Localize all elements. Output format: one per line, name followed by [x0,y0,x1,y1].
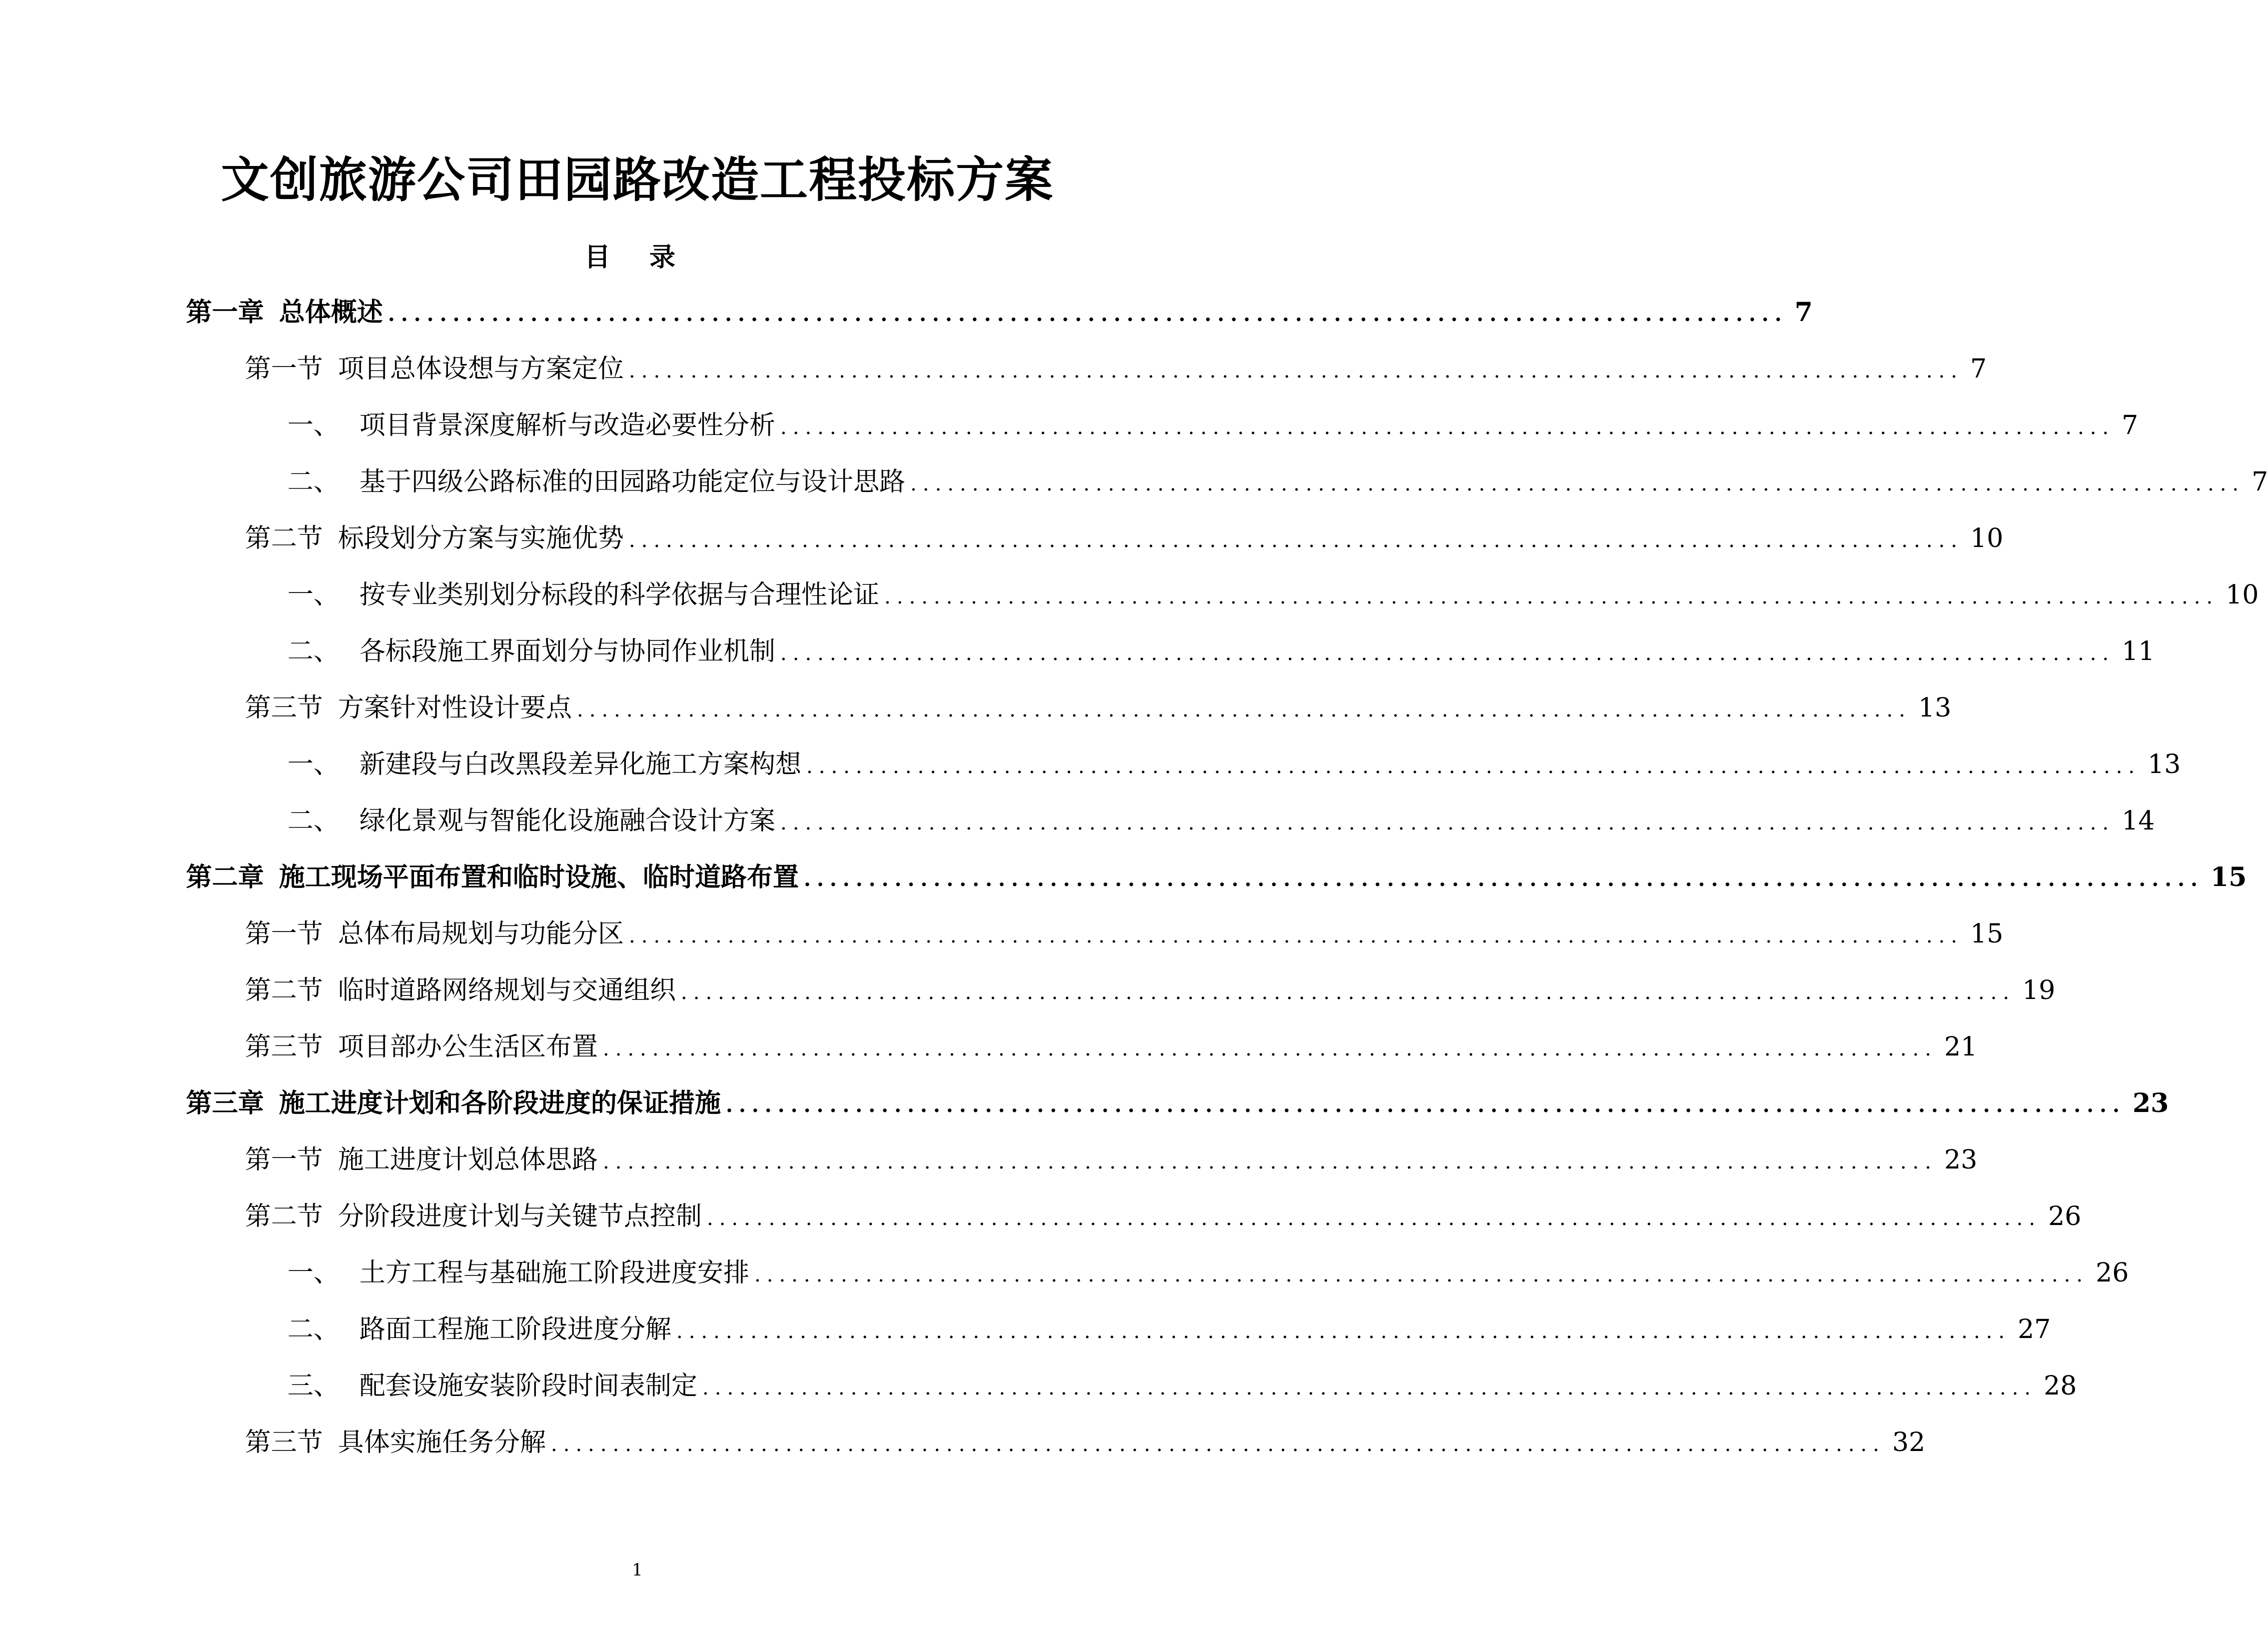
toc-entry-number: 第一章 [186,297,264,328]
toc-entry-text: 新建段与白改黑段差异化施工方案构想 [359,750,802,780]
toc-entry-number: 第二节 [245,1202,323,1232]
toc-entry-number: 第二章 [186,862,264,892]
toc-leader: ............................................................................................................ [388,302,1788,326]
toc-entry-number: 二、 [287,636,340,666]
toc-entry-page: 23 [2133,1088,2169,1118]
toc-leader: ............................................................................................................ [806,755,2141,778]
toc-leader: ............................................................................................................ [629,924,1964,948]
toc-leader: ............................................................................................................ [754,1264,2089,1286]
toc-entry-page: 21 [1944,1032,1978,1062]
toc-leader: ............................................................................................................ [629,529,1964,552]
toc-entry-page: 7 [1795,297,1813,328]
toc-entry-text: 分阶段进度计划与关键节点控制 [338,1202,702,1232]
toc-entry-text: 按专业类别划分标段的科学依据与合理性论证 [359,580,880,610]
toc-leader: ............................................................................................................ [780,812,2115,834]
toc-entry-page: 15 [2211,862,2247,892]
toc-entry-number: 第三节 [245,693,323,723]
toc-entry-page: 23 [1944,1145,1978,1175]
toc-entry-text: 各标段施工界面划分与协同作业机制 [359,636,776,666]
toc-leader: ............................................................................................................ [603,1150,1938,1174]
toc-entry-text: 项目总体设想与方案定位 [338,354,624,384]
toc-entry-number: 三、 [287,1371,340,1401]
toc-entry-number: 第一节 [245,919,323,949]
toc-leader: ............................................................................................................ [780,416,2115,439]
toc-leader: ............................................................................................................ [603,1038,1938,1060]
toc-leader: ............................................................................................................ [702,1376,2037,1400]
toc-leader: ............................................................................................................ [726,1094,2126,1117]
toc-leader: ............................................................................................................ [681,981,2016,1004]
toc-entry-page: 11 [2122,636,2155,666]
toc-entry-number: 一、 [287,410,340,440]
toc-entry-section[interactable] [245,1196,2082,1236]
toc-entry-chapter[interactable] [186,1084,2169,1124]
toc-entry-number: 一、 [287,580,340,610]
toc-leader: ............................................................................................................ [551,1433,1886,1456]
toc-entry-text: 标段划分方案与实施优势 [338,524,624,554]
toc-entry-subsection[interactable] [287,632,2155,672]
toc-entry-page: 19 [2022,976,2056,1006]
toc-leader: ............................................................................................................ [910,472,2245,496]
toc-entry-text: 临时道路网络规划与交通组织 [338,976,676,1006]
toc-entry-number: 第一节 [245,1145,323,1175]
toc-leader: ............................................................................................................ [577,698,1912,722]
toc-entry-section[interactable] [245,914,2004,954]
toc-entry-chapter[interactable] [186,858,2247,898]
toc-entry-text: 施工现场平面布置和临时设施、临时道路布置 [279,862,799,892]
page-number: 1 [632,1560,643,1580]
toc-entry-section[interactable] [245,1140,1978,1180]
toc-entry-page: 14 [2122,806,2155,836]
toc-entry-text: 总体布局规划与功能分区 [338,919,624,949]
toc-entry-number: 一、 [287,1258,340,1288]
toc-entry-number: 二、 [287,1314,340,1344]
toc-leader: ............................................................................................................ [676,1320,2011,1343]
toc-entry-text: 路面工程施工阶段进度分解 [359,1314,672,1344]
toc-leader: ............................................................................................................ [780,642,2115,665]
toc-leader: ............................................................................................................ [884,586,2219,608]
toc-entry-page: 10 [2226,580,2259,610]
toc-entry-number: 第三节 [245,1428,323,1458]
toc-entry-text: 施工进度计划和各阶段进度的保证措施 [279,1088,721,1118]
toc-entry-page: 32 [1892,1428,1926,1458]
toc-heading: 目 录 [584,242,691,272]
toc-entry-text: 施工进度计划总体思路 [338,1145,598,1175]
toc-leader: ............................................................................................................ [707,1207,2042,1230]
toc-entry-text: 方案针对性设计要点 [338,693,572,723]
toc-entry-number: 第二节 [245,976,323,1006]
toc-entry-section[interactable] [245,518,2004,558]
toc-entry-page: 27 [2018,1314,2051,1344]
toc-entry-page: 13 [2148,750,2181,780]
toc-entry-section[interactable] [245,1027,1978,1067]
toc-entry-chapter[interactable] [186,292,1813,332]
toc-entry-text: 基于四级公路标准的田园路功能定位与设计思路 [359,467,906,497]
toc-entry-subsection[interactable] [287,1310,2051,1350]
toc-entry-page: 13 [1918,693,1952,723]
toc-entry-number: 第二节 [245,524,323,554]
toc-entry-subsection[interactable] [287,744,2181,784]
toc-entry-section[interactable] [245,349,1987,389]
toc-entry-number: 第三节 [245,1032,323,1062]
toc-entry-subsection[interactable] [287,575,2259,615]
toc-entry-page: 26 [2096,1258,2129,1288]
document-title: 文创旅游公司田园路改造工程投标方案 [221,152,1054,208]
toc-entry-section[interactable] [245,1422,1926,1462]
toc-entry-text: 绿化景观与智能化设施融合设计方案 [359,806,776,836]
toc-entry-text: 配套设施安装阶段时间表制定 [359,1371,698,1401]
toc-entry-subsection[interactable] [287,1253,2129,1293]
toc-entry-text: 具体实施任务分解 [338,1428,546,1458]
toc-entry-text: 总体概述 [279,297,383,328]
toc-entry-page: 15 [1970,919,2004,949]
toc-entry-number: 一、 [287,750,340,780]
toc-entry-subsection[interactable] [287,801,2155,841]
toc-entry-number: 二、 [287,806,340,836]
toc-entry-number: 第一节 [245,354,323,384]
toc-entry-text: 项目部办公生活区布置 [338,1032,598,1062]
toc-entry-subsection[interactable] [287,1366,2077,1406]
toc-entry-section[interactable] [245,970,2056,1010]
toc-entry-page: 10 [1970,524,2004,554]
toc-entry-page: 7 [2122,410,2139,440]
toc-entry-subsection[interactable] [287,406,2139,446]
toc-entry-section[interactable] [245,688,1952,728]
toc-entry-text: 项目背景深度解析与改造必要性分析 [359,410,776,440]
toc-entry-subsection[interactable] [287,462,2268,502]
toc-entry-text: 土方工程与基础施工阶段进度安排 [359,1258,750,1288]
toc-entry-number: 第三章 [186,1088,264,1118]
toc-leader: ............................................................................................................ [629,360,1964,382]
toc-entry-page: 28 [2044,1371,2077,1401]
toc-entry-page: 7 [1970,354,1987,384]
toc-entry-number: 二、 [287,467,340,497]
toc-entry-page: 26 [2048,1202,2082,1232]
toc-entry-page: 7 [2252,467,2268,497]
toc-leader: ............................................................................................................ [804,868,2204,891]
